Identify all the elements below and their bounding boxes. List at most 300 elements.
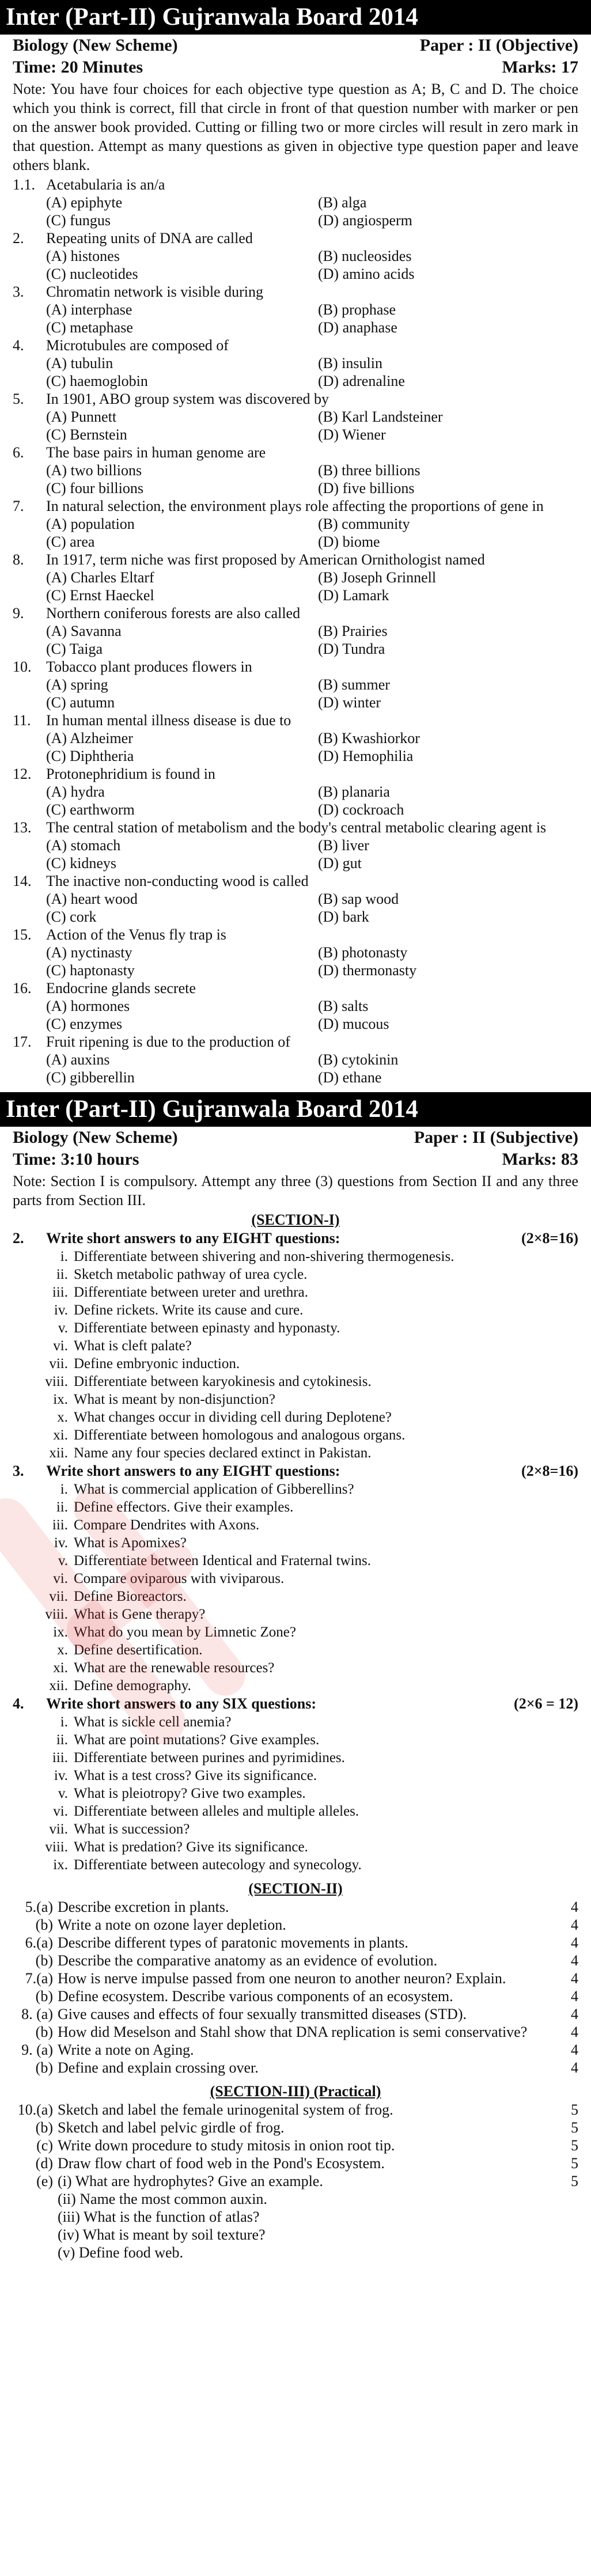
item-text: (ii) Name the most common auxin. — [58, 2191, 267, 2207]
item-text: Sketch and label the female urinogenital system of frog. — [58, 2101, 393, 2118]
option-grid — [46, 944, 578, 979]
subject-label: Biology (New Scheme) — [13, 36, 178, 55]
question-marks: (2×8=16) — [521, 1463, 578, 1479]
question-number: 2. — [13, 230, 24, 247]
item-number — [13, 2208, 58, 2226]
item-text: Define embryonic induction. — [74, 1356, 240, 1372]
short-question-item — [0, 1713, 591, 1731]
subject-label: Biology (New Scheme) — [13, 1128, 178, 1147]
long-question-item — [0, 2023, 591, 2041]
item-number — [13, 2190, 58, 2208]
short-question-item — [0, 1408, 591, 1426]
short-question-heading — [0, 1462, 591, 1480]
question-body — [46, 711, 578, 765]
option-grid — [46, 461, 578, 497]
short-question-item — [0, 1534, 591, 1552]
item-marks: 5 — [571, 2173, 578, 2189]
answer-option: (B) nucleosides — [318, 248, 412, 264]
short-question-item — [0, 1444, 591, 1462]
item-number: xi. — [53, 1427, 68, 1443]
short-question-item — [0, 1337, 591, 1355]
item-number: iv. — [54, 1535, 68, 1551]
short-question-item — [0, 1552, 591, 1570]
paper-label: Paper : II (Subjective) — [414, 1128, 578, 1147]
item-number: iv. — [54, 1768, 68, 1783]
answer-option: (D) amino acids — [318, 266, 415, 282]
question-text: The inactive non-conducting wood is called — [46, 873, 309, 889]
item-number: viii. — [45, 1374, 68, 1389]
question-body — [46, 176, 578, 229]
item-marks: 4 — [571, 2059, 578, 2076]
item-marks: 4 — [571, 1934, 578, 1951]
question-body — [46, 551, 578, 604]
item-text: What is Apomixes? — [74, 1535, 187, 1551]
question-number: 4. — [13, 337, 24, 354]
item-text: Define rickets. Write its cause and cure. — [74, 1302, 304, 1318]
question-marks: (2×6 = 12) — [514, 1695, 578, 1712]
item-number: (b) — [35, 2059, 53, 2076]
item-number: v. — [58, 1553, 68, 1569]
question-number: 13. — [13, 819, 32, 836]
question-number: 7. — [13, 498, 24, 514]
short-question-item — [0, 1319, 591, 1337]
answer-option: (A) auxins — [46, 1051, 110, 1068]
option-grid — [46, 676, 578, 711]
item-text: Describe different types of paratonic movements in plants. — [58, 1934, 408, 1951]
item-text: What is succession? — [74, 1821, 190, 1837]
item-marks — [555, 2244, 578, 2261]
item-text: What are the renewable resources? — [74, 1660, 275, 1676]
item-marks: 4 — [571, 1916, 578, 1933]
question-text: Microtubules are composed of — [46, 337, 229, 354]
mcq-item — [0, 390, 591, 444]
long-question-item — [0, 2005, 591, 2023]
short-question-item — [0, 1426, 591, 1444]
time-marks-row — [0, 56, 591, 78]
item-number: iv. — [54, 1302, 68, 1318]
mcq-item — [0, 604, 591, 658]
section-title: (SECTION-II) — [248, 1880, 343, 1897]
short-question-item — [0, 1498, 591, 1516]
long-question-item — [0, 2190, 591, 2208]
question-number: 15. — [13, 926, 32, 943]
item-text: Write a note on Aging. — [58, 2041, 194, 2058]
answer-option: (C) haemoglobin — [46, 373, 148, 389]
option-grid — [46, 194, 578, 229]
item-number: vii. — [49, 1821, 68, 1837]
section-title: (SECTION-III) (Practical) — [210, 2083, 381, 2100]
item-text: Compare Dendrites with Axons. — [74, 1517, 260, 1533]
mcq-item — [0, 176, 591, 229]
item-text: Define Bioreactors. — [74, 1589, 187, 1604]
question-body — [46, 872, 578, 926]
short-question-item — [0, 1641, 591, 1659]
item-number — [13, 2244, 58, 2261]
short-question-item — [0, 1355, 591, 1373]
answer-option: (B) summer — [318, 676, 390, 693]
question-body — [46, 604, 578, 658]
item-text: Differentiate between shivering and non-shivering thermogenesis. — [74, 1249, 454, 1264]
question-number: 3. — [13, 283, 24, 300]
short-question-item — [0, 1248, 591, 1266]
item-number: i. — [60, 1249, 68, 1264]
item-marks: 4 — [571, 2006, 578, 2022]
question-number: 16. — [13, 980, 32, 997]
item-number: (b) — [35, 1916, 53, 1933]
question-number: 9. — [13, 605, 24, 622]
mcq-item — [0, 926, 591, 979]
answer-option: (B) Karl Landsteiner — [318, 408, 443, 425]
answer-option: (D) Hemophilia — [318, 748, 414, 764]
question-body — [46, 336, 578, 390]
item-text: Sketch and label pelvic girdle of frog. — [58, 2119, 285, 2136]
paper-label: Paper : II (Objective) — [419, 36, 578, 55]
item-text: Write a note on ozone layer depletion. — [58, 1916, 286, 1933]
question-text: Action of the Venus fly trap is — [46, 926, 226, 943]
question-text: In 1917, term niche was first proposed by American Ornithologist named — [46, 551, 485, 568]
item-marks: 4 — [571, 2024, 578, 2040]
long-question-item — [0, 2136, 591, 2154]
answer-option: (A) Charles Eltarf — [46, 569, 154, 586]
item-text: What is Gene therapy? — [74, 1607, 206, 1622]
question-text: The central station of metabolism and the body's central metabolic clearing agent is — [46, 819, 547, 836]
item-text: What changes occur in dividing cell during Deplotene? — [74, 1410, 392, 1425]
short-question-item — [0, 1749, 591, 1767]
item-text: Define desertification. — [74, 1642, 203, 1658]
answer-option: (C) metaphase — [46, 319, 133, 336]
item-marks — [555, 2190, 578, 2208]
item-marks: 4 — [571, 1952, 578, 1969]
answer-option: (D) Tundra — [318, 641, 385, 657]
short-question-heading — [0, 1229, 591, 1248]
item-text: What are point mutations? Give examples. — [74, 1732, 320, 1748]
answer-option: (B) alga — [318, 194, 367, 211]
long-question-item — [0, 1987, 591, 2005]
short-question-item — [0, 1266, 591, 1283]
question-body — [46, 819, 578, 872]
answer-option: (C) fungus — [46, 212, 111, 229]
answer-option: (A) epiphyte — [46, 194, 123, 211]
option-grid — [46, 354, 578, 390]
question-text: Write short answers to any EIGHT questions: — [46, 1463, 340, 1479]
answer-option: (C) haptonasty — [46, 962, 135, 979]
item-marks — [555, 2226, 578, 2244]
short-question-item — [0, 1838, 591, 1856]
short-question-item — [0, 1677, 591, 1695]
option-grid — [46, 890, 578, 926]
answer-option: (C) cork — [46, 908, 97, 925]
question-text: Write short answers to any SIX questions: — [46, 1695, 316, 1712]
item-number: xi. — [53, 1660, 68, 1676]
answer-option: (D) bark — [318, 908, 369, 925]
short-question-item — [0, 1605, 591, 1623]
answer-option: (A) hydra — [46, 783, 105, 800]
item-number: 5.(a) — [25, 1899, 53, 1915]
answer-option: (A) Alzheimer — [46, 730, 133, 747]
mcq-item — [0, 711, 591, 765]
item-marks: 4 — [571, 1970, 578, 1987]
mcq-item — [0, 229, 591, 283]
item-marks: 5 — [571, 2137, 578, 2154]
answer-option: (A) spring — [46, 676, 108, 693]
question-body — [46, 926, 578, 979]
option-grid — [46, 569, 578, 604]
answer-option: (D) ethane — [318, 1069, 382, 1086]
item-marks: 4 — [571, 2041, 578, 2058]
answer-option: (D) thermonasty — [318, 962, 417, 979]
item-number: (b) — [35, 2024, 53, 2040]
item-text: Differentiate between ureter and urethra. — [74, 1285, 308, 1300]
item-text: Write down procedure to study mitosis in onion root tip. — [58, 2137, 395, 2154]
item-text: Differentiate between purines and pyrimidines. — [74, 1750, 345, 1766]
answer-option: (B) planaria — [318, 783, 390, 800]
option-grid — [46, 997, 578, 1033]
item-marks: 4 — [571, 1988, 578, 2005]
item-text: (iv) What is meant by soil texture? — [58, 2226, 266, 2243]
mcq-item — [0, 283, 591, 336]
instructions-note: Note: Section I is compulsory. Attempt any three (3) questions from Section II and any three parts from Section III. — [13, 1173, 578, 1209]
answer-option: (A) histones — [46, 248, 120, 264]
item-number: (e) — [36, 2173, 53, 2189]
item-number: 7.(a) — [25, 1970, 53, 1987]
answer-option: (A) heart wood — [46, 891, 138, 907]
item-marks: 5 — [571, 2101, 578, 2118]
item-number: viii. — [45, 1839, 68, 1855]
long-question-item — [0, 2101, 591, 2119]
mcq-item — [0, 765, 591, 819]
item-text: How did Meselson and Stahl show that DNA replication is semi conservative? — [58, 2024, 528, 2040]
item-number: vi. — [53, 1338, 68, 1354]
long-question-item — [0, 1898, 591, 1916]
short-question-item — [0, 1391, 591, 1408]
answer-option: (C) earthworm — [46, 801, 135, 818]
question-text: Repeating units of DNA are called — [46, 230, 253, 247]
time-marks-row — [0, 1149, 591, 1170]
objective-paper — [0, 0, 591, 1086]
item-text: Sketch metabolic pathway of urea cycle. — [74, 1267, 308, 1282]
item-text: Give causes and effects of four sexually transmitted diseases (STD). — [58, 2006, 467, 2022]
item-number: viii. — [45, 1607, 68, 1622]
long-question-item — [0, 1952, 591, 1969]
item-number: xii. — [49, 1678, 68, 1694]
item-text: Name any four species declared extinct in Pakistan. — [74, 1445, 372, 1461]
item-number: iii. — [52, 1517, 68, 1533]
item-number: ix. — [53, 1624, 68, 1640]
answer-option: (C) enzymes — [46, 1016, 123, 1032]
long-question-item — [0, 2059, 591, 2077]
option-grid — [46, 408, 578, 444]
item-text: Draw flow chart of food web in the Pond's Ecosystem. — [58, 2155, 385, 2172]
instructions-note: Note: You have four choices for each objective type question as A; B, C and D. The choice which you think is correct, fill that circle in front of that question number with marker or pen on the answer book provided. Cutting or filling two or more circles will result in zero mark in that question. Attempt as many questions as given in objective type question paper and leave others blank. — [13, 81, 578, 173]
item-text: Differentiate between karyokinesis and cytokinesis. — [74, 1374, 372, 1389]
item-text: Define ecosystem. Describe various components of an ecosystem. — [58, 1988, 453, 2005]
answer-option: (B) insulin — [318, 355, 382, 372]
item-text: What is meant by non-disjunction? — [74, 1392, 275, 1407]
item-text: (v) Define food web. — [58, 2244, 184, 2261]
question-text: In natural selection, the environment plays role affecting the proportions of gene in — [46, 498, 544, 514]
short-question-item — [0, 1767, 591, 1785]
item-number: ii. — [56, 1732, 68, 1748]
item-text: What is a test cross? Give its significance. — [74, 1768, 317, 1783]
answer-option: (C) gibberellin — [46, 1069, 135, 1086]
long-questions — [0, 1898, 591, 2077]
item-number — [13, 2226, 58, 2244]
practical-questions — [0, 2101, 591, 2261]
item-number: v. — [58, 1320, 68, 1336]
short-question-item — [0, 1570, 591, 1588]
answer-option: (B) Joseph Grinnell — [318, 569, 437, 586]
mcq-item — [0, 497, 591, 551]
short-question-item — [0, 1588, 591, 1605]
subjective-paper — [0, 1092, 591, 2261]
item-number: xii. — [49, 1445, 68, 1461]
answer-option: (B) community — [318, 516, 410, 532]
question-body — [46, 979, 578, 1033]
item-marks: 5 — [571, 2119, 578, 2136]
item-number: v. — [58, 1786, 68, 1801]
item-text: Define effectors. Give their examples. — [74, 1499, 294, 1515]
question-number: 5. — [13, 391, 24, 407]
question-text: Fruit ripening is due to the production of — [46, 1033, 290, 1050]
item-text: What is commercial application of Gibberellins? — [74, 1482, 354, 1497]
answer-option: (C) Ernst Haeckel — [46, 587, 154, 604]
short-question-heading — [0, 1695, 591, 1713]
item-number: 6.(a) — [25, 1934, 53, 1951]
item-text: Define and explain crossing over. — [58, 2059, 259, 2076]
short-question-item — [0, 1731, 591, 1749]
long-question-item — [0, 2119, 591, 2136]
answer-option: (C) autumn — [46, 694, 115, 711]
paper-banner: Inter (Part-II) Gujranwala Board 2014 — [0, 0, 591, 35]
section-title: (SECTION-I) — [251, 1211, 340, 1228]
question-text: The base pairs in human genome are — [46, 444, 266, 461]
answer-option: (C) kidneys — [46, 855, 117, 872]
mcq-item — [0, 979, 591, 1033]
item-number: ix. — [53, 1857, 68, 1873]
answer-option: (D) Lamark — [318, 587, 389, 604]
answer-option: (A) Punnett — [46, 408, 117, 425]
item-number: ii. — [56, 1267, 68, 1282]
item-number: 9. (a) — [21, 2041, 53, 2058]
long-question-item — [0, 2154, 591, 2172]
answer-option: (B) Kwashiorkor — [318, 730, 420, 747]
short-question-item — [0, 1480, 591, 1498]
answer-option: (A) stomach — [46, 837, 121, 854]
option-grid — [46, 247, 578, 283]
short-question-item — [0, 1856, 591, 1874]
question-body — [46, 390, 578, 444]
short-question-item — [0, 1283, 591, 1301]
mcq-list — [0, 176, 591, 1086]
question-number: 17. — [13, 1033, 32, 1050]
question-number: 3. — [13, 1463, 24, 1479]
answer-option: (D) gut — [318, 855, 362, 872]
answer-option: (D) biome — [318, 533, 380, 550]
item-text: What do you mean by Limnetic Zone? — [74, 1624, 296, 1640]
answer-option: (B) salts — [318, 998, 369, 1014]
marks-label: Marks: 83 — [502, 1150, 578, 1169]
answer-option: (D) winter — [318, 694, 381, 711]
answer-option: (C) Bernstein — [46, 426, 127, 443]
paper-meta-row — [0, 1127, 591, 1149]
mcq-item — [0, 819, 591, 872]
answer-option: (A) Savanna — [46, 623, 122, 639]
paper-banner: Inter (Part-II) Gujranwala Board 2014 — [0, 1092, 591, 1127]
question-number: 1.1. — [13, 176, 35, 193]
question-body — [46, 283, 578, 336]
answer-option: (B) liver — [318, 837, 369, 854]
question-number: 14. — [13, 873, 32, 889]
item-number: vi. — [53, 1571, 68, 1586]
answer-option: (A) interphase — [46, 301, 132, 318]
answer-option: (B) three billions — [318, 462, 420, 479]
mcq-item — [0, 444, 591, 497]
mcq-item — [0, 872, 591, 926]
option-grid — [46, 783, 578, 819]
option-grid — [46, 622, 578, 658]
item-text: Differentiate between autecology and synecology. — [74, 1857, 362, 1873]
item-text: Describe the comparative anatomy as an evidence of evolution. — [58, 1952, 438, 1969]
answer-option: (B) Prairies — [318, 623, 388, 639]
item-text: Define demography. — [74, 1678, 191, 1694]
short-questions — [0, 1229, 591, 1874]
question-body — [46, 765, 578, 819]
question-number: 12. — [13, 766, 32, 782]
short-question-item — [0, 1623, 591, 1641]
item-text: How is nerve impulse passed from one neuron to another neuron? Explain. — [58, 1970, 506, 1987]
item-text: Compare oviparous with viviparous. — [74, 1571, 285, 1586]
item-number: i. — [60, 1714, 68, 1730]
answer-option: (D) Wiener — [318, 426, 386, 443]
item-text: Describe excretion in plants. — [58, 1899, 229, 1915]
question-text: Protonephridium is found in — [46, 766, 215, 782]
item-marks: 4 — [571, 1899, 578, 1915]
option-grid — [46, 515, 578, 551]
question-text: Northern coniferous forests are also called — [46, 605, 301, 622]
answer-option: (C) nucleotides — [46, 266, 138, 282]
answer-option: (D) anaphase — [318, 319, 397, 336]
item-number: (b) — [35, 1988, 53, 2005]
item-number: (d) — [35, 2155, 53, 2172]
question-text: Write short answers to any EIGHT questions: — [46, 1230, 340, 1247]
item-text: Differentiate between homologous and analogous organs. — [74, 1427, 406, 1443]
question-body — [46, 229, 578, 283]
answer-option: (B) sap wood — [318, 891, 399, 907]
answer-option: (C) area — [46, 533, 95, 550]
answer-option: (D) adrenaline — [318, 373, 405, 389]
answer-option: (D) cockroach — [318, 801, 404, 818]
item-marks: 5 — [571, 2155, 578, 2172]
mcq-item — [0, 1033, 591, 1086]
long-question-item — [0, 1934, 591, 1952]
option-grid — [46, 301, 578, 336]
option-grid — [46, 836, 578, 872]
short-question-item — [0, 1516, 591, 1534]
answer-option: (B) photonasty — [318, 944, 408, 961]
question-body — [46, 1033, 578, 1086]
mcq-item — [0, 551, 591, 604]
item-number: (b) — [35, 2119, 53, 2136]
question-number: 6. — [13, 444, 24, 461]
item-text: (i) What are hydrophytes? Give an example. — [58, 2173, 323, 2189]
item-number: i. — [60, 1482, 68, 1497]
answer-option: (A) nyctinasty — [46, 944, 132, 961]
answer-option: (A) hormones — [46, 998, 130, 1014]
item-text: What is pleiotropy? Give two examples. — [74, 1786, 306, 1801]
question-body — [46, 658, 578, 711]
question-text: Tobacco plant produces flowers in — [46, 658, 252, 675]
option-grid — [46, 729, 578, 765]
